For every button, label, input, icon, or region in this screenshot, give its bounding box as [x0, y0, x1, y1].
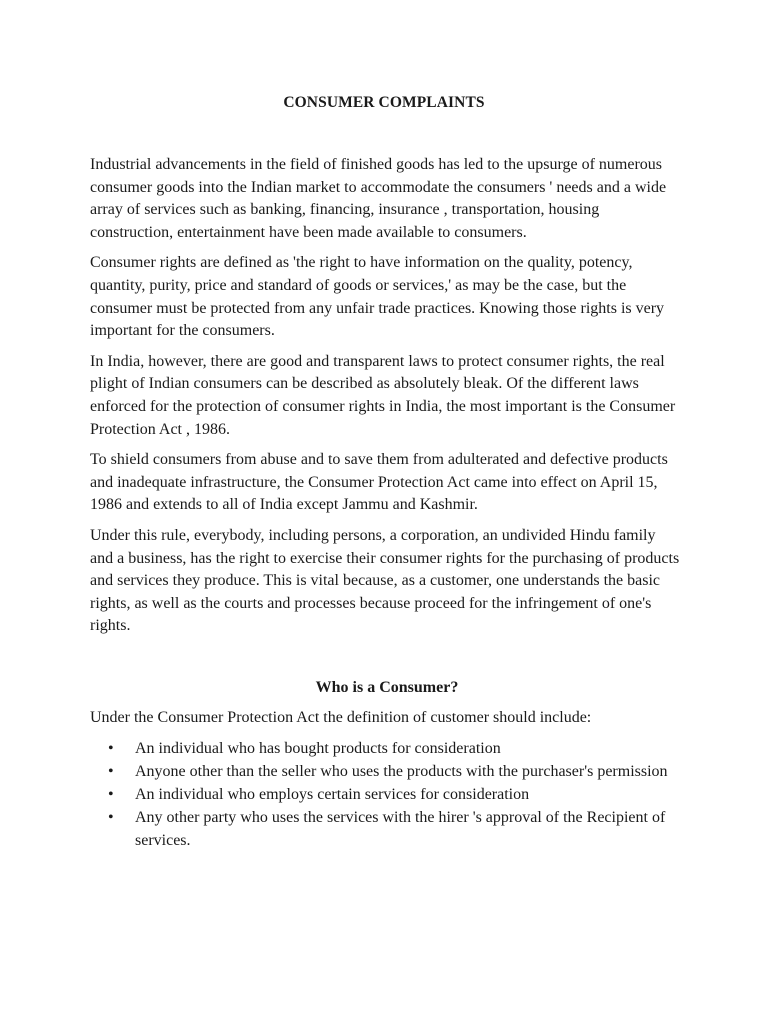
bullet-icon: •	[108, 809, 114, 827]
paragraph-5: Under this rule, everybody, including persons, a corporation, an undivided Hindu family and a business, has the right to exercise their consumer rights for the purchasing of products and services they produce. This is vital because, as a customer, one understands the basic rights, as well as the courts and processes because proceed for the infringement of one's rights.	[90, 526, 680, 635]
paragraph-4: To shield consumers from abuse and to save them from adulterated and defective products and inadequate infrastructure, the Consumer Protection Act came into effect on April 15, 1986 and extends to all of India except Jammu and Kashmir.	[90, 451, 668, 514]
list-item-text: An individual who employs certain services for consideration	[135, 786, 530, 804]
paragraph-1: Industrial advancements in the field of finished goods has led to the upsurge of numerous consumer goods into the Indian market to accommodate the consumers ' needs and a wide array of services such as banking, financing, insurance , transportation, housing construction, entertainment have been made available to consumers.	[90, 156, 667, 241]
section-heading: Who is a Consumer?	[315, 678, 459, 696]
document-body	[90, 154, 680, 853]
consumer-definition-list	[90, 738, 680, 852]
list-item	[108, 807, 680, 852]
document-title: CONSUMER COMPLAINTS	[283, 94, 485, 111]
paragraph-2: Consumer rights are defined as 'the right to have information on the quality, potency, quantity, purity, price and standard of goods or services,' as may be the case, but the consumer must be protected from any unfair trade practices. Knowing those rights is very important for the consumers.	[90, 254, 665, 340]
bullet-icon: •	[108, 740, 114, 758]
bullet-icon: •	[108, 763, 114, 781]
list-item	[108, 784, 680, 807]
bullet-icon: •	[108, 786, 114, 804]
list-item-text: An individual who has bought products for consideration	[135, 740, 501, 758]
list-item-text: Anyone other than the seller who uses the products with the purchaser's permission	[135, 763, 668, 781]
section-intro: Under the Consumer Protection Act the definition of customer should include:	[90, 709, 592, 727]
list-item	[108, 761, 680, 784]
paragraph-3: In India, however, there are good and transparent laws to protect consumer rights, the real plight of Indian consumers can be described as absolutely bleak. Of the different laws enforced for the protection of consumer rights in India, the most important is the Consumer Protection Act , 1986.	[90, 352, 676, 438]
list-item-text: Any other party who uses the services with the hirer 's approval of the Recipient of services.	[135, 809, 666, 849]
list-item	[108, 738, 680, 761]
